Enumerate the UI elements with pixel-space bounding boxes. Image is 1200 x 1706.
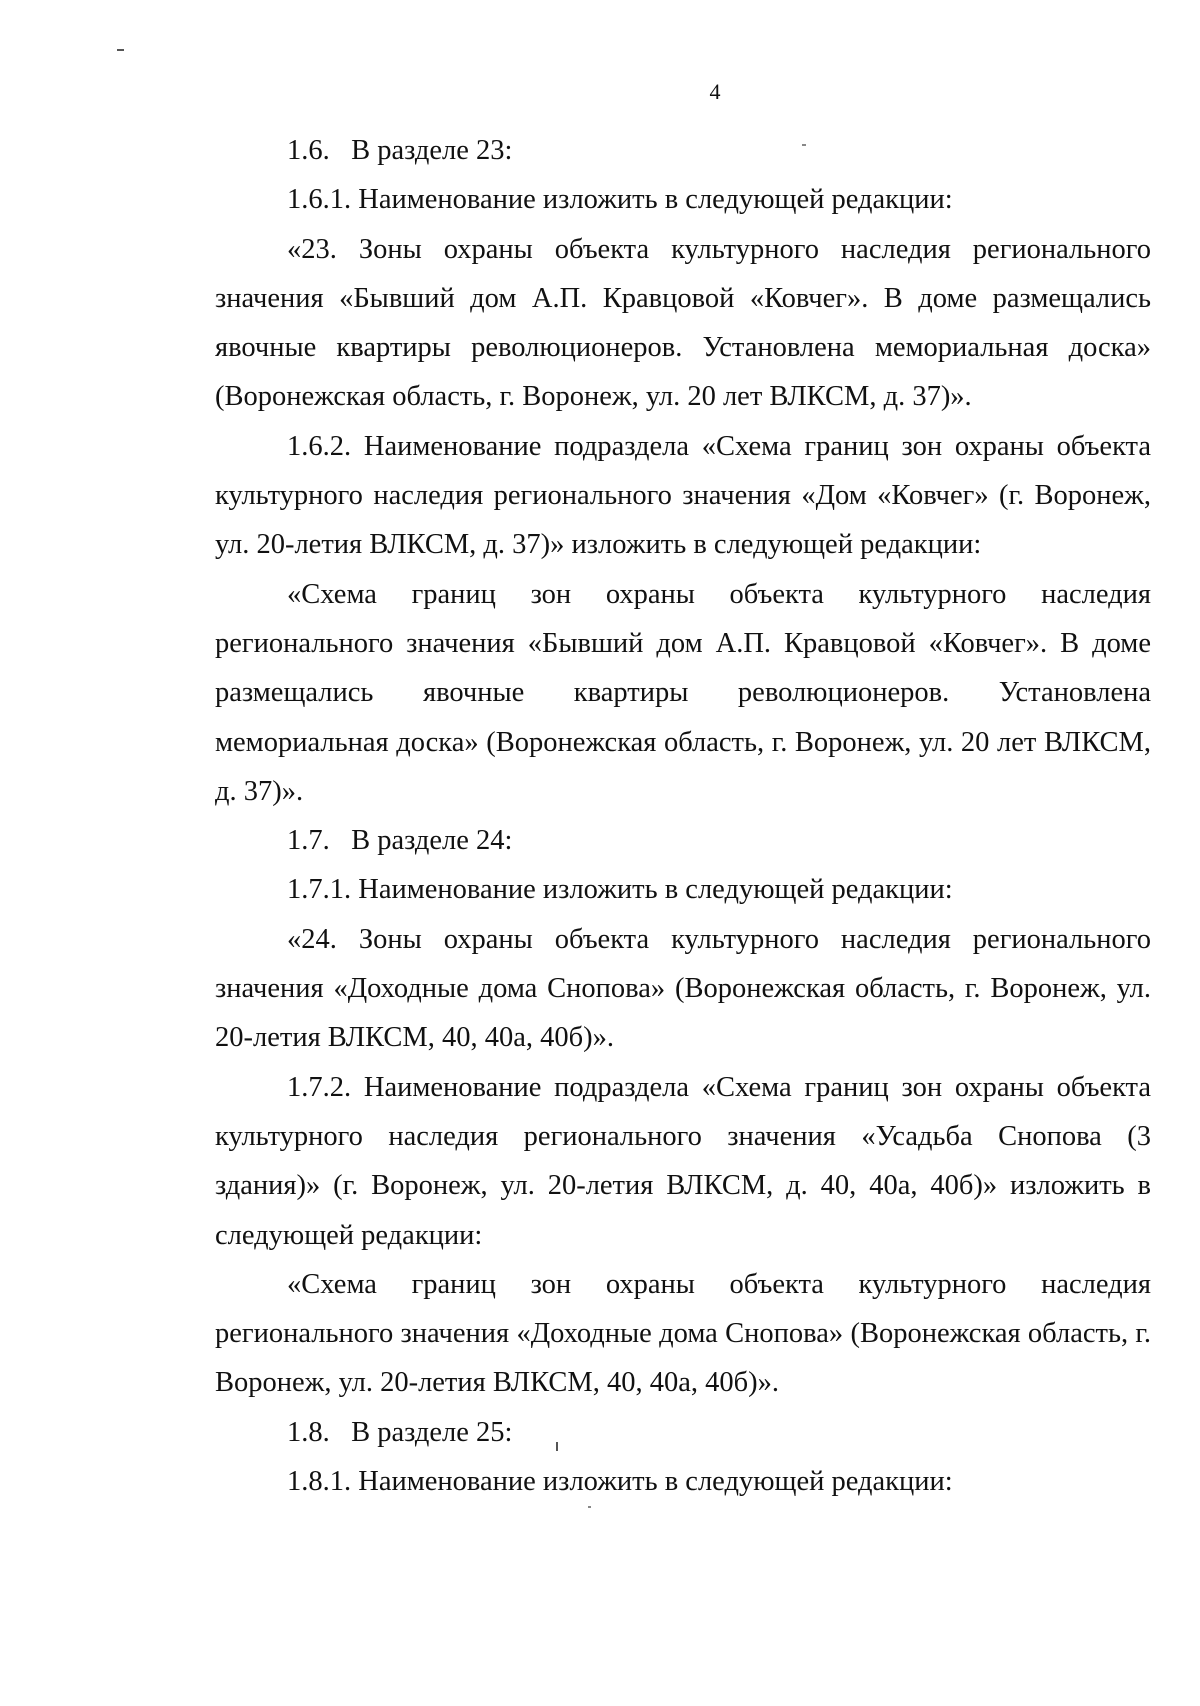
paragraph-1-6: 1.6. В разделе 23: (287, 135, 513, 166)
paragraph-1-6-1: 1.6.1. Наименование изложить в следующей редакции: (287, 184, 953, 216)
page-number: 4 (709, 79, 721, 104)
paragraph-section-24-scheme: «Схема границ зон охраны объекта культурного наследия регионального значения «Доходные дома Снопова» (Воронежская область, г. Воронеж, ул. 20-летия ВЛКСМ, 40, 40а, 40б)». (215, 1268, 1151, 1399)
paragraph-1-8: 1.8. В разделе 25: (287, 1416, 513, 1448)
paragraph-section-23-title: «23. Зоны охраны объекта культурного наследия регионального значения «Бывший дом А.П. Кравцовой «Ковчег». В доме размещались явочные квартиры революционеров. Установлена мемориальная доска» (Воронежская область, г. Воронеж, ул. 20 лет ВЛКСМ, д. 37)». (215, 233, 1151, 413)
paragraph-1-7-2: 1.7.2. Наименование подраздела «Схема границ зон охраны объекта культурного наследия регионального значения «Усадьба Снопова (3 здания)» (г. Воронеж, ул. 20-летия ВЛКСМ, д. 40, 40а, 40б)» изложить в следующей редакции: (215, 1071, 1151, 1251)
scan-speck (117, 49, 124, 51)
paragraph-1-6-2: 1.6.2. Наименование подраздела «Схема границ зон охраны объекта культурного наследия регионального значения «Дом «Ковчег» (г. Воронеж, ул. 20-летия ВЛКСМ, д. 37)» изложить в следующей редакции: (215, 430, 1151, 561)
paragraph-section-23-scheme: «Схема границ зон охраны объекта культурного наследия регионального значения «Бывший дом А.П. Кравцовой «Ковчег». В доме размещались явочные квартиры революционеров. Установлена мемориальная доска» (Воронежская область, г. Воронеж, ул. 20 лет ВЛКСМ, д. 37)». (215, 578, 1151, 807)
paragraph-1-7: 1.7. В разделе 24: (287, 825, 513, 857)
paragraph-section-24-title: «24. Зоны охраны объекта культурного наследия регионального значения «Доходные дома Снопова» (Воронежская область, г. Воронеж, ул. 20-летия ВЛКСМ, 40, 40а, 40б)». (215, 923, 1151, 1054)
document-body (215, 126, 1151, 1506)
paragraph-1-7-1: 1.7.1. Наименование изложить в следующей редакции: (287, 874, 953, 906)
paragraph-1-8-1: 1.8.1. Наименование изложить в следующей редакции: (287, 1466, 953, 1498)
